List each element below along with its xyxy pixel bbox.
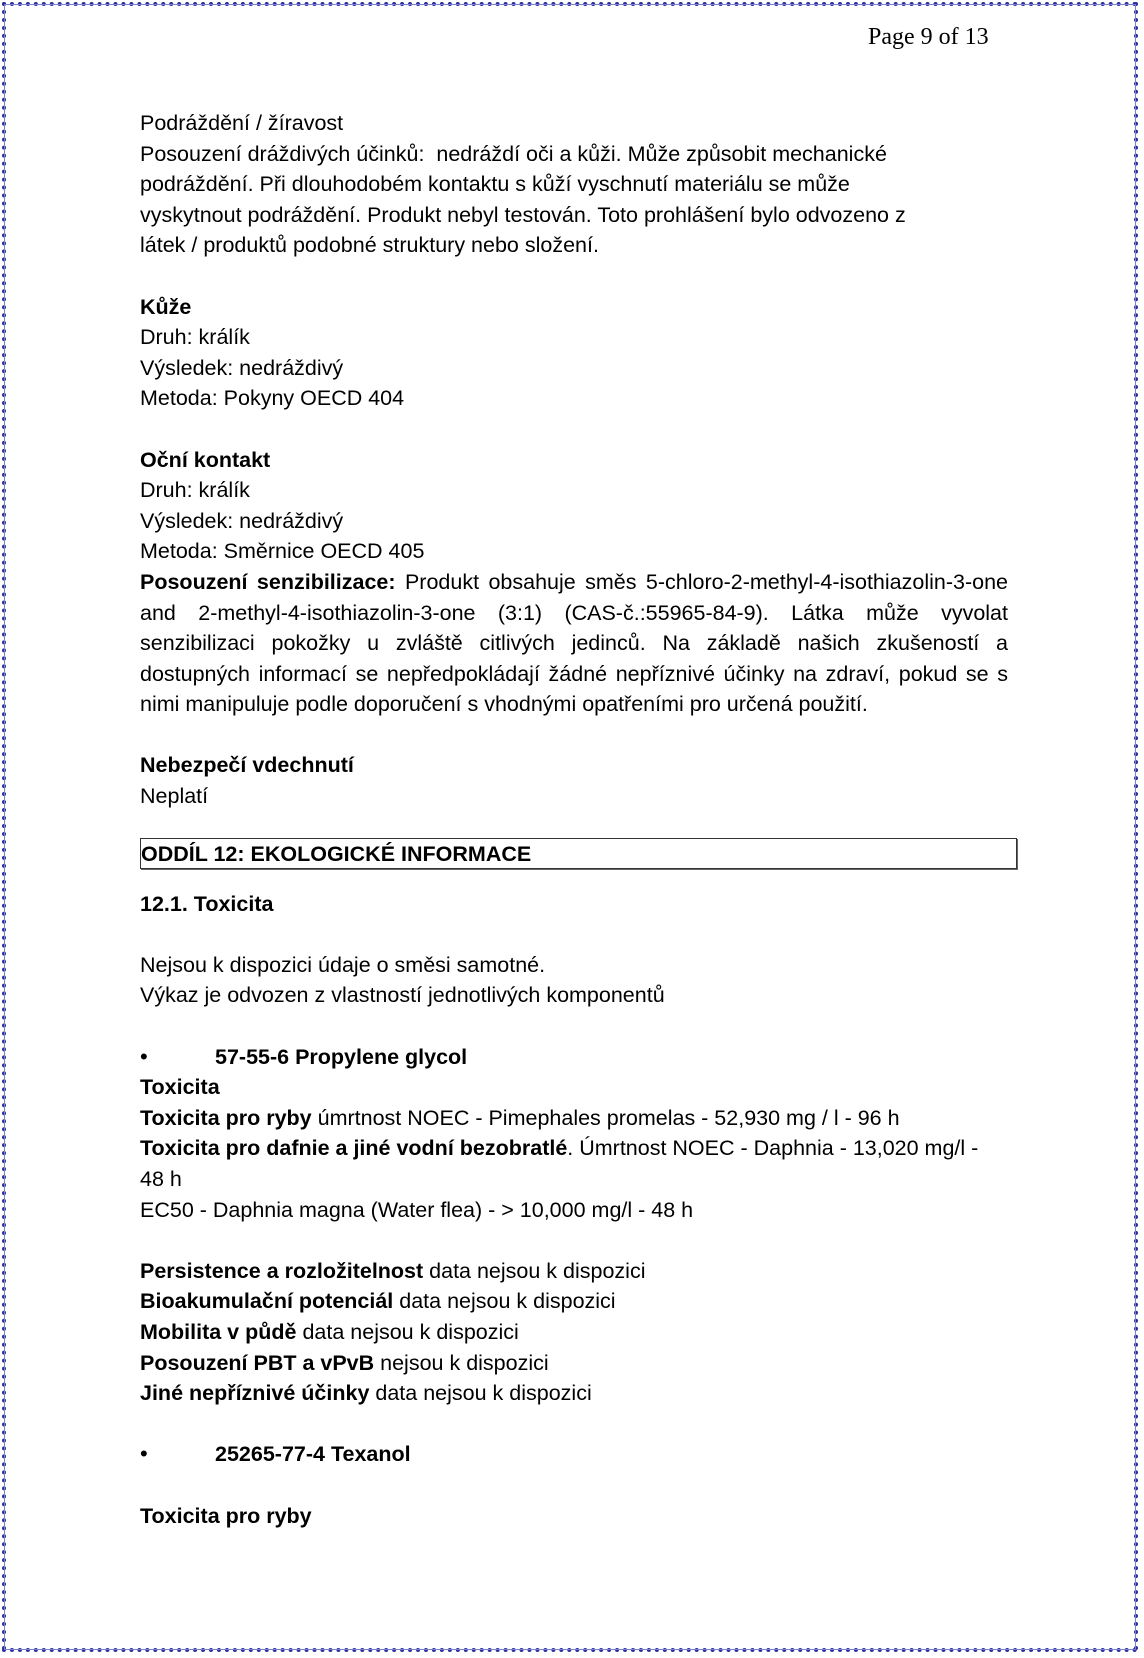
property-value: data nejsou k dispozici: [393, 1289, 616, 1314]
sensitization-text: Produkt obsahuje směs 5-chloro-2-methyl-4-isothiazolin-3-one and 2-methyl-4-isothiazolin-3-one (3:1) (CAS-č.:55965-84-9). Látka může vyvolat senzibilizaci pokožky u zvláště citlivých jedinců. Na základě našich zkušeností a dostupných informací se nepředpokládají žádné nepříznivé účinky na zdraví, pokud se s nimi manipuluje podle doporučení s vhodnými opatřeními pro určená použití.: [140, 569, 1008, 717]
property-value: nejsou k dispozici: [374, 1350, 549, 1375]
irritation-heading: Podráždění / žíravost: [140, 111, 344, 135]
property-row: [140, 1317, 1008, 1348]
irritation-line: vyskytnout podráždění. Produkt nebyl testován. Toto prohlášení bylo odvozeno z: [140, 202, 906, 227]
property-row: [140, 1256, 1008, 1287]
toxicity-heading: Toxicita: [140, 1075, 220, 1100]
aspiration-heading: Nebezpečí vdechnutí: [140, 753, 354, 778]
irritation-line: Posouzení dráždivých účinků: nedráždí oči a kůži. Může způsobit mechanické: [140, 141, 887, 166]
component-item: [140, 1439, 1008, 1470]
component-item: [140, 1042, 1008, 1073]
skin-result: Výsledek: nedráždivý: [140, 355, 344, 380]
skin-species: Druh: králík: [140, 325, 250, 350]
property-row: [140, 1286, 1008, 1317]
fish-toxicity-row: [140, 1103, 1008, 1134]
daphnia-toxicity-value: . Úmrtnost NOEC - Daphnia - 13,020 mg/l - 48 h: [140, 1136, 985, 1191]
component-name: 57-55-6 Propylene glycol: [215, 1044, 468, 1069]
property-label: Bioakumulační potenciál: [140, 1289, 394, 1314]
property-value: data nejsou k dispozici: [369, 1381, 592, 1406]
property-label: Mobilita v půdě: [140, 1319, 297, 1344]
fish-toxicity-label: Toxicita pro ryby: [140, 1105, 312, 1130]
intro-line: Výkaz je odvozen z vlastností jednotlivých komponentů: [140, 983, 665, 1008]
property-row: [140, 1378, 1008, 1409]
property-label: Jiné nepříznivé účinky: [140, 1381, 370, 1406]
property-label: Posouzení PBT a vPvB: [140, 1350, 375, 1375]
page-number: Page 9 of 13: [868, 24, 989, 50]
property-value: data nejsou k dispozici: [423, 1258, 646, 1283]
sensitization-label: Posouzení senzibilizace:: [140, 569, 396, 594]
daphnia-toxicity-row: [140, 1133, 1008, 1194]
irritation-line: podráždění. Při dlouhodobém kontaktu s kůží vyschnutí materiálu se může: [140, 172, 850, 197]
section-12-title: ODDÍL 12: EKOLOGICKÉ INFORMACE: [140, 838, 1017, 869]
subsection-toxicity: 12.1. Toxicita: [140, 891, 274, 916]
skin-heading: Kůže: [140, 294, 192, 319]
property-row: [140, 1348, 1008, 1379]
property-label: Persistence a rozložitelnost: [140, 1258, 424, 1283]
sensitization-paragraph: [140, 567, 1008, 720]
eye-method: Metoda: Směrnice OECD 405: [140, 539, 425, 564]
document-body: [140, 108, 1008, 1531]
fish-toxicity-heading: Toxicita pro ryby: [140, 1503, 312, 1528]
ec50-row: EC50 - Daphnia magna (Water flea) - > 10,000 mg/l - 48 h: [140, 1197, 694, 1222]
irritation-line: látek / produktů podobné struktury nebo složení.: [140, 233, 599, 258]
bullet-icon: •: [140, 1043, 148, 1069]
daphnia-toxicity-label: Toxicita pro dafnie a jiné vodní bezobratlé: [140, 1136, 568, 1161]
intro-line: Nejsou k dispozici údaje o směsi samotné.: [140, 952, 546, 977]
fish-toxicity-value: úmrtnost NOEC - Pimephales promelas - 52,930 mg / l - 96 h: [311, 1105, 900, 1130]
eye-species: Druh: králík: [140, 478, 250, 503]
component-name: 25265-77-4 Texanol: [215, 1442, 411, 1467]
eye-heading: Oční kontakt: [140, 447, 271, 472]
eye-result: Výsledek: nedráždivý: [140, 508, 344, 533]
property-value: data nejsou k dispozici: [296, 1319, 519, 1344]
bullet-icon: •: [140, 1441, 148, 1467]
skin-method: Metoda: Pokyny OECD 404: [140, 386, 405, 411]
aspiration-value: Neplatí: [140, 784, 209, 809]
